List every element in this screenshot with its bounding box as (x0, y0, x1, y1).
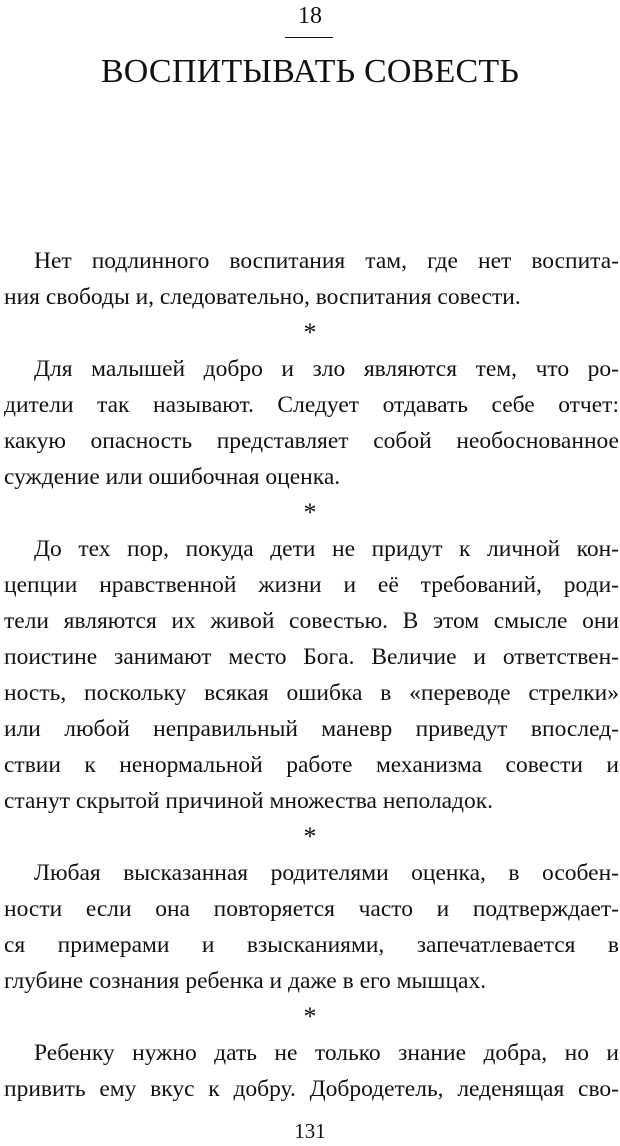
text-line: ствии к ненормальной работе механизма совести и (4, 752, 619, 778)
page-number: 131 (294, 1119, 326, 1143)
section-separator: * (303, 318, 317, 347)
text-line: цепции нравственной жизни и её требований, роди- (4, 572, 619, 598)
text-line: До тех пор, покуда дети не придут к личной кон- (34, 536, 619, 562)
text-line: тели являются их живой совестью. В этом смысле они (4, 608, 619, 634)
text-line: ность, поскольку всякая ошибка в «переводе стрелки» (4, 680, 619, 706)
text-line: дители так называют. Следует отдавать себе отчет: (4, 392, 619, 418)
text-line: станут скрытой причиной множества неполадок. (4, 788, 494, 814)
chapter-title: ВОСПИТЫВАТЬ СОВЕСТЬ (100, 53, 520, 90)
text-line: Для малышей добро и зло являются тем, что ро- (34, 356, 619, 382)
section-separator: * (303, 1002, 317, 1031)
text-line: Ребенку нужно дать не только знание добра, но и (34, 1040, 619, 1066)
text-line: привить ему вкус к добру. Добродетель, леденящая сво- (4, 1076, 619, 1102)
text-line: ся примерами и взысканиями, запечатлевается в (4, 932, 619, 958)
text-line: или любой неправильный маневр приведут впослед- (4, 716, 619, 742)
text-line: какую опасность представляет собой необоснованное (4, 428, 619, 454)
section-separator: * (303, 822, 317, 851)
text-line: глубине сознания ребенка и даже в его мышцах. (4, 968, 487, 994)
text-line: ности если она повторяется часто и подтверждает- (4, 896, 619, 922)
section-separator: * (303, 498, 317, 527)
text-line: суждение или ошибочная оценка. (4, 464, 341, 490)
text-line: ния свободы и, следовательно, воспитания совести. (4, 284, 521, 310)
text-line: Нет подлинного воспитания там, где нет воспита- (34, 248, 619, 274)
text-line: поистине занимают место Бога. Величие и ответствен- (4, 644, 619, 670)
chapter-number: 18 (298, 3, 322, 29)
text-line: Любая высказанная родителями оценка, в особен- (34, 860, 619, 886)
